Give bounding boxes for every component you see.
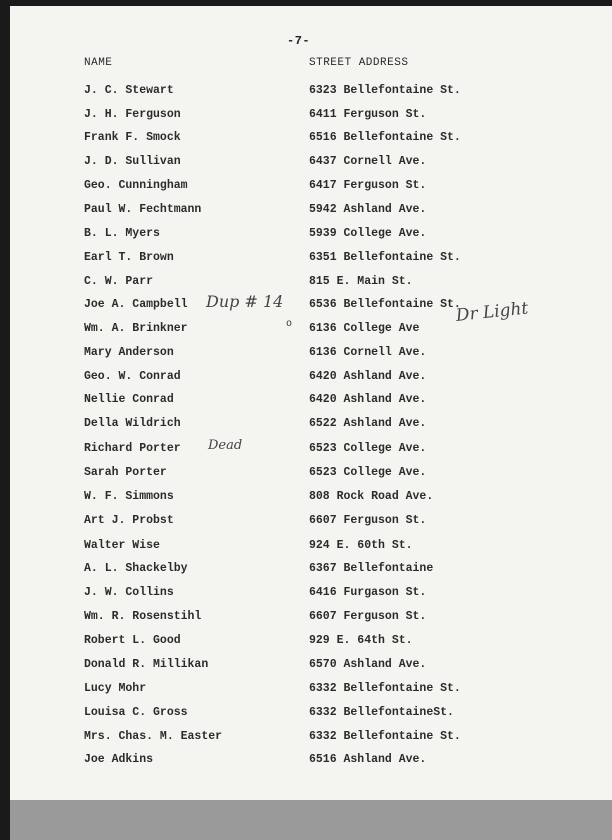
street-address: 808 Rock Road Ave. [309, 490, 434, 503]
resident-name: A. L. Shackelby [84, 562, 188, 575]
street-address: 6437 Cornell Ave. [309, 155, 427, 168]
street-address: 6411 Ferguson St. [309, 108, 427, 121]
list-row [0, 227, 600, 247]
street-address: 6523 College Ave. [309, 466, 427, 479]
scan-background [10, 800, 612, 840]
list-row [0, 682, 600, 702]
street-address: 6332 BellefontaineSt. [309, 706, 454, 719]
street-address: 6607 Ferguson St. [309, 610, 427, 623]
handwritten-dead-note: Dead [208, 438, 243, 453]
resident-name: Joe A. Campbell [84, 298, 188, 311]
list-row [0, 634, 600, 654]
resident-name: Frank F. Smock [84, 131, 181, 144]
street-address: 6522 Ashland Ave. [309, 417, 427, 430]
resident-name: W. F. Simmons [84, 490, 174, 503]
resident-name: Paul W. Fechtmann [84, 203, 202, 216]
resident-name: J. H. Ferguson [84, 108, 181, 121]
street-address: 924 E. 60th St. [309, 539, 413, 552]
street-address: 6417 Ferguson St. [309, 179, 427, 192]
street-address: 6570 Ashland Ave. [309, 658, 427, 671]
street-address: 6420 Ashland Ave. [309, 393, 427, 406]
resident-name: Earl T. Brown [84, 251, 174, 264]
list-row [0, 84, 600, 104]
resident-name: C. W. Parr [84, 275, 154, 288]
list-row [0, 322, 600, 342]
list-row [0, 610, 600, 630]
street-address: 6420 Ashland Ave. [309, 370, 427, 383]
resident-name: Wm. R. Rosenstihl [84, 610, 202, 623]
list-row [0, 730, 600, 750]
street-address: 6351 Bellefontaine St. [309, 251, 461, 264]
street-address: 6416 Furgason St. [309, 586, 427, 599]
street-address: 6332 Bellefontaine St. [309, 682, 461, 695]
list-row [0, 393, 600, 413]
resident-name: Geo. Cunningham [84, 179, 188, 192]
name-column-header: NAME [84, 57, 113, 69]
list-row [0, 586, 600, 606]
street-address: 6536 Bellefontaine St. [309, 298, 461, 311]
street-address: 6323 Bellefontaine St. [309, 84, 461, 97]
list-row [0, 658, 600, 678]
resident-name: Donald R. Millikan [84, 658, 209, 671]
list-row [0, 417, 600, 437]
resident-name: Sarah Porter [84, 466, 167, 479]
resident-name: Lucy Mohr [84, 682, 147, 695]
resident-name: Walter Wise [84, 539, 160, 552]
resident-name: Nellie Conrad [84, 393, 174, 406]
list-row [0, 251, 600, 271]
list-row [0, 275, 600, 295]
street-address: 6367 Bellefontaine [309, 562, 434, 575]
resident-name: Wm. A. Brinkner [84, 322, 188, 335]
street-address: 6332 Bellefontaine St. [309, 730, 461, 743]
resident-name: B. L. Myers [84, 227, 160, 240]
list-row [0, 346, 600, 366]
street-address: 6516 Ashland Ave. [309, 753, 427, 766]
list-row [0, 179, 600, 199]
resident-name: J. W. Collins [84, 586, 174, 599]
page-number: -7- [287, 34, 311, 48]
resident-name: Joe Adkins [84, 753, 154, 766]
list-row [0, 490, 600, 510]
list-row [0, 514, 600, 534]
handwritten-dr-note: Dr Light [454, 298, 530, 326]
resident-name: Art J. Probst [84, 514, 174, 527]
list-row [0, 753, 600, 773]
resident-name: J. C. Stewart [84, 84, 174, 97]
list-row [0, 562, 600, 582]
resident-name: Robert L. Good [84, 634, 181, 647]
street-address: 5939 College Ave. [309, 227, 427, 240]
list-row [0, 131, 600, 151]
street-address: 929 E. 64th St. [309, 634, 413, 647]
street-address: 6607 Ferguson St. [309, 514, 427, 527]
resident-name: Louisa C. Gross [84, 706, 188, 719]
list-row [0, 706, 600, 726]
list-row [0, 442, 600, 462]
list-row [0, 539, 600, 559]
list-row [0, 466, 600, 486]
list-row [0, 155, 600, 175]
resident-name: Geo. W. Conrad [84, 370, 181, 383]
resident-name: Richard Porter [84, 442, 181, 455]
address-column-header: STREET ADDRESS [309, 57, 409, 69]
resident-name: J. D. Sullivan [84, 155, 181, 168]
street-address: 6523 College Ave. [309, 442, 427, 455]
street-address: 6516 Bellefontaine St. [309, 131, 461, 144]
street-address: 6136 Cornell Ave. [309, 346, 427, 359]
handwritten-duplicate-note: Dup # 14 [206, 292, 284, 311]
list-row [0, 203, 600, 223]
resident-name: Mary Anderson [84, 346, 174, 359]
handwritten-circle-mark: o [286, 319, 293, 330]
resident-name: Della Wildrich [84, 417, 181, 430]
resident-name: Mrs. Chas. M. Easter [84, 730, 223, 743]
street-address: 6136 College Ave [309, 322, 420, 335]
list-row [0, 370, 600, 390]
list-row [0, 108, 600, 128]
street-address: 815 E. Main St. [309, 275, 413, 288]
street-address: 5942 Ashland Ave. [309, 203, 427, 216]
